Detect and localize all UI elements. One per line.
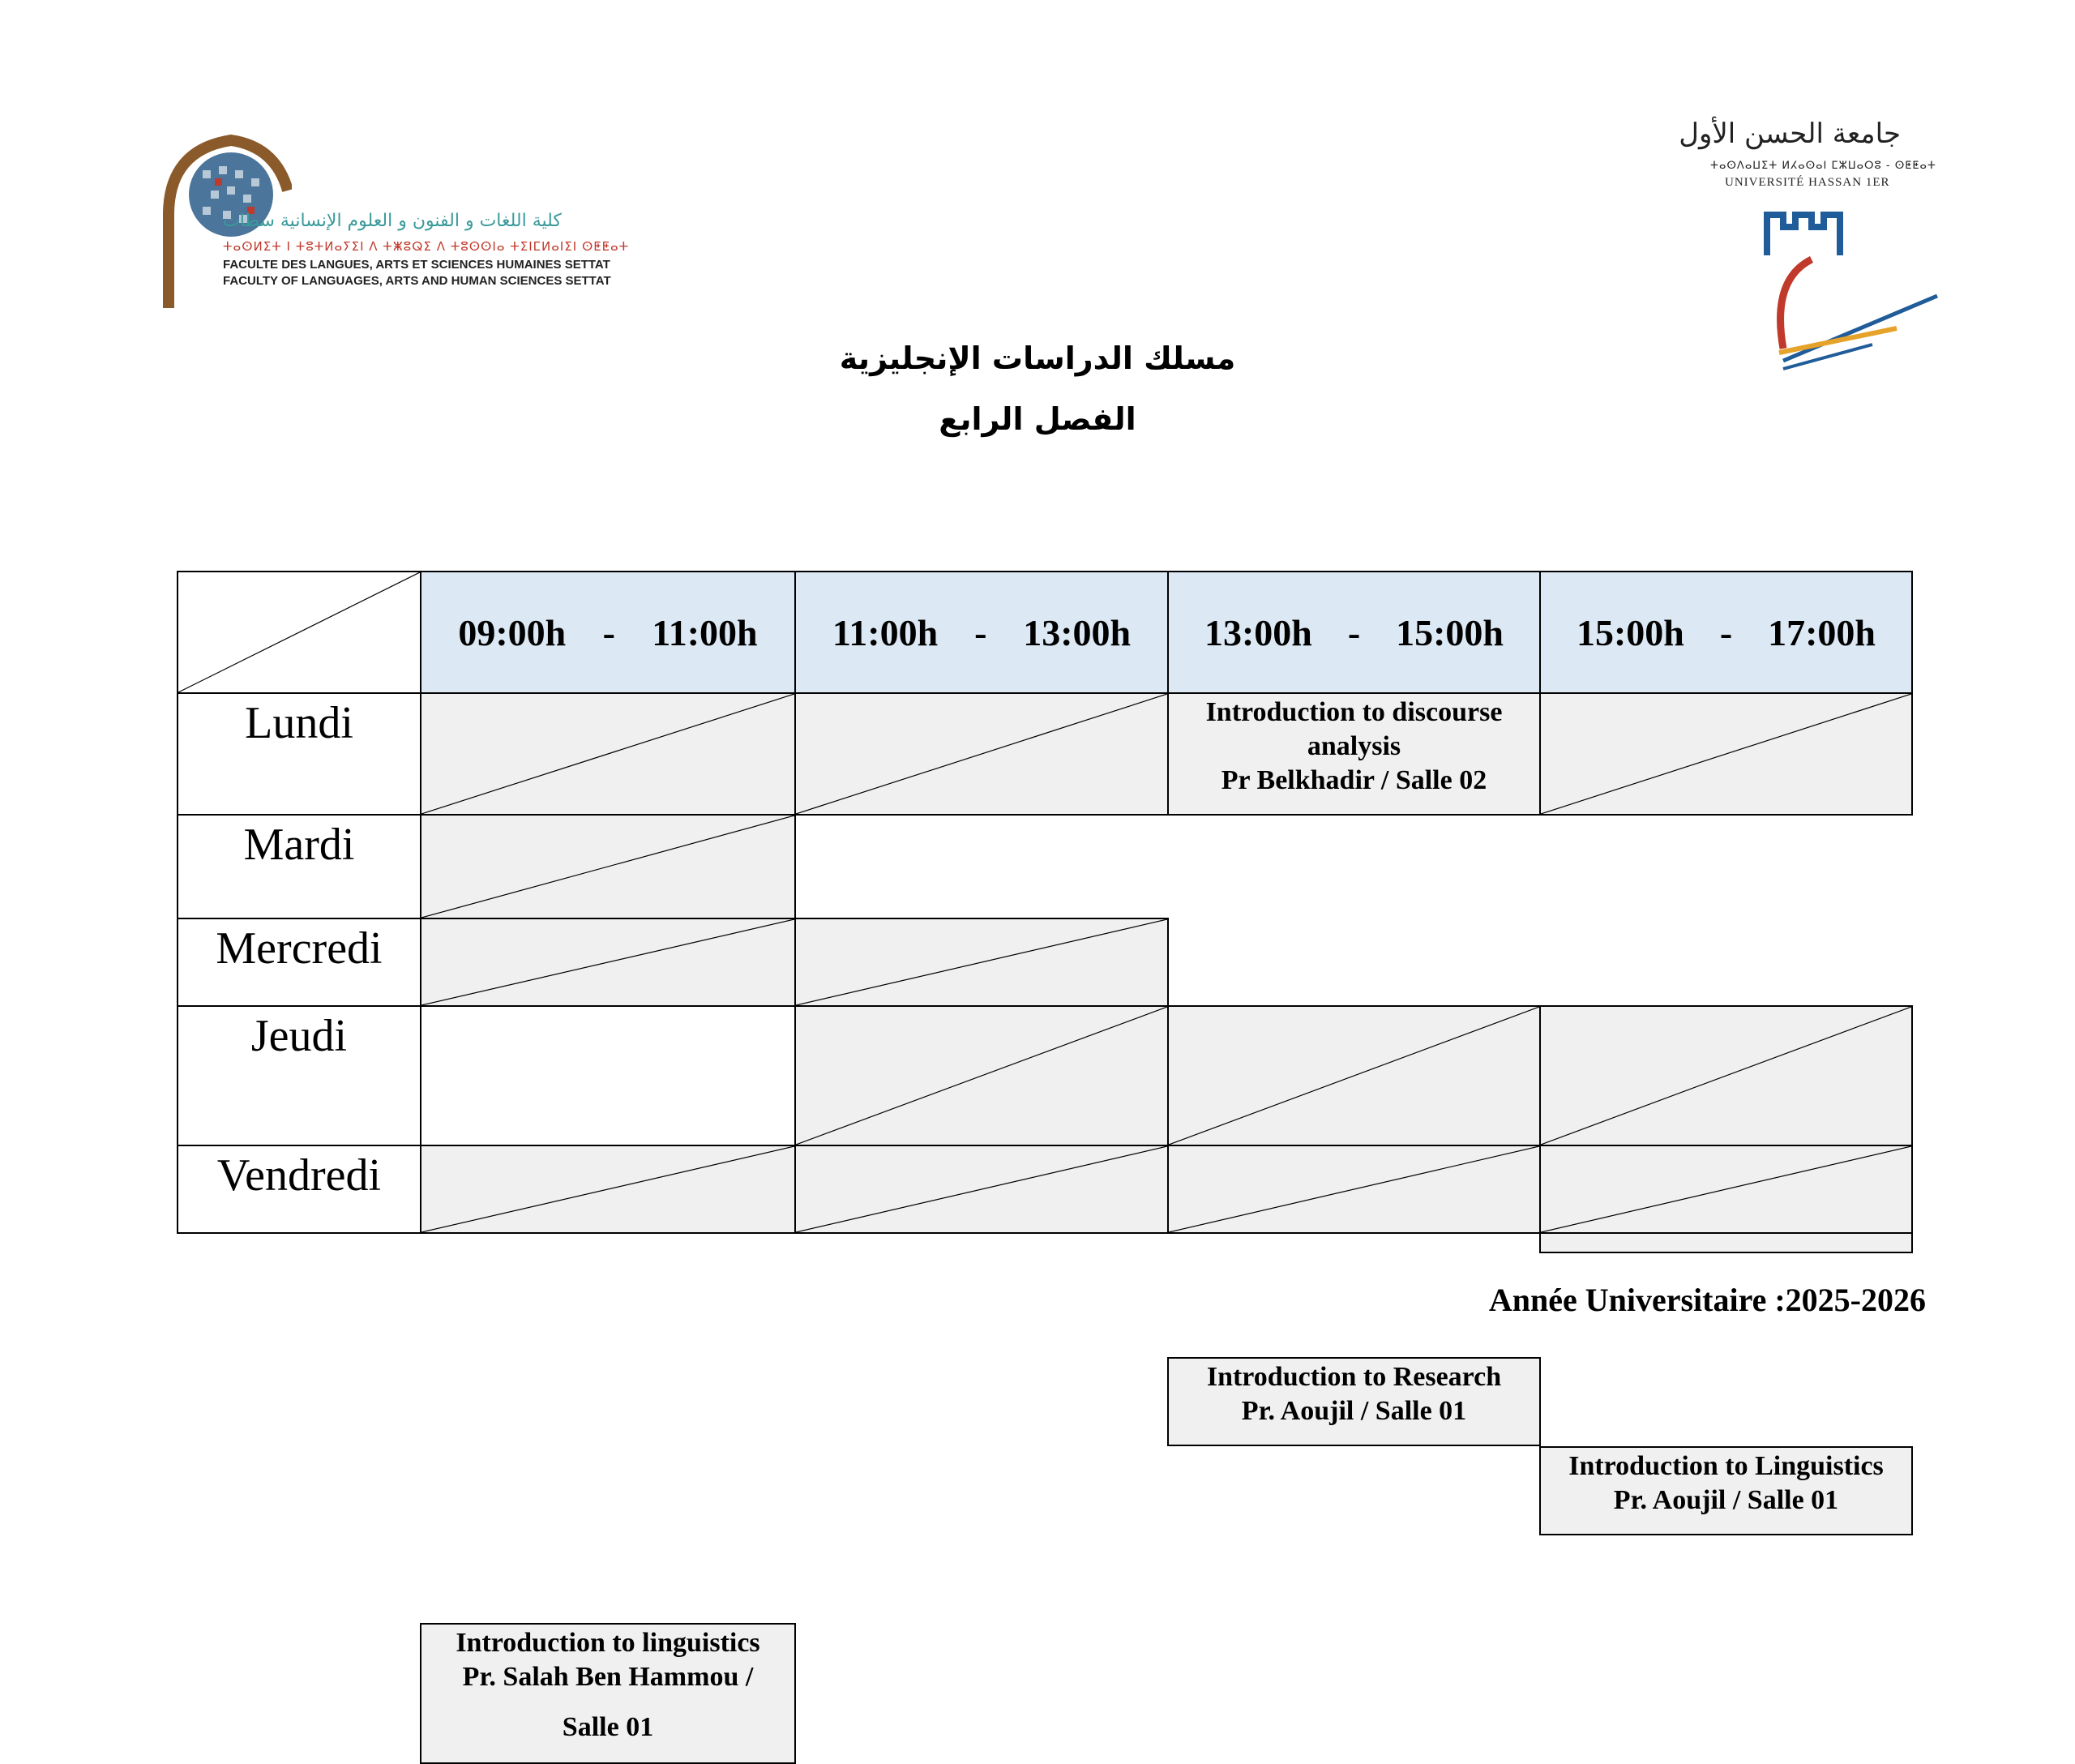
course-title-line: Introduction to linguistics xyxy=(456,1628,760,1658)
diagonal-line-icon xyxy=(421,694,794,814)
course-teacher-room: Pr. Aoujil / Salle 01 xyxy=(1613,1485,1839,1515)
slot-separator: - xyxy=(1347,611,1361,653)
faculty-logo xyxy=(154,126,630,320)
slot-start: 11:00h xyxy=(832,611,939,653)
diagonal-line-icon xyxy=(421,1146,794,1232)
course-title-line: Introduction to discourse xyxy=(1205,697,1503,727)
diagonal-line-icon xyxy=(1541,694,1911,814)
slot-end: 11:00h xyxy=(652,611,758,653)
diagonal-line-icon xyxy=(421,919,794,1005)
course-slot xyxy=(1167,1357,1541,1446)
academic-year: Année Universitaire :2025-2026 xyxy=(1488,1282,1926,1318)
diagonal-line-icon xyxy=(796,1007,1167,1145)
diagonal-line-icon xyxy=(1541,1007,1911,1145)
day-jeudi: Jeudi xyxy=(177,1005,421,1146)
empty-slot xyxy=(1167,1145,1541,1234)
diagonal-line-icon xyxy=(796,919,1167,1005)
course-teacher-room: Pr. Salah Ben Hammou / xyxy=(462,1662,754,1692)
university-name-arabic: جامعة الحسن الأول xyxy=(1679,118,1901,150)
empty-slot xyxy=(420,692,796,816)
course-slot xyxy=(420,1623,796,1764)
faculty-name-french: FACULTE DES LANGUES, ARTS ET SCIENCES HUMAINES SETTAT xyxy=(223,258,610,272)
corner-cell xyxy=(177,571,421,694)
empty-slot xyxy=(794,918,1169,1007)
university-name-french: UNIVERSITÉ HASSAN 1ER xyxy=(1725,176,1890,189)
empty-slot xyxy=(1167,1005,1541,1146)
diagonal-line-icon xyxy=(1541,1146,1911,1232)
diagonal-line-icon xyxy=(796,694,1167,814)
slot-start: 09:00h xyxy=(458,611,567,653)
empty-slot xyxy=(420,1145,796,1234)
slot-end: 13:00h xyxy=(1023,611,1132,653)
faculty-name-arabic: كلية اللغات و الفنون و العلوم الإنسانية سطات xyxy=(223,211,562,231)
slot-header-1 xyxy=(420,571,796,694)
empty-slot xyxy=(420,814,796,919)
slot-end: 17:00h xyxy=(1768,611,1876,653)
diagonal-line-icon xyxy=(421,816,794,918)
empty-slot xyxy=(1539,1145,1913,1234)
slot-header-4 xyxy=(1539,571,1913,694)
faculty-name-tifinagh: ⵜⴰⵙⵍⵉⵜ ⵏ ⵜⵓⵜⵍⴰⵢⵉⵏ ⴷ ⵜⵥⵓⵕⵉ ⴷ ⵜⵓⵙⵙⵏⴰ ⵜⵉⵏⵎⵍⴰⵏⵉⵏ ⵙⵟⵟⴰⵜ xyxy=(223,239,630,254)
slot-start: 13:00h xyxy=(1204,611,1312,653)
slot-end: 15:00h xyxy=(1396,611,1504,653)
diagonal-line-icon xyxy=(1169,1146,1539,1232)
empty-slot xyxy=(794,1145,1169,1234)
course-teacher-room: Pr Belkhadir / Salle 02 xyxy=(1221,765,1487,795)
empty-slot xyxy=(794,692,1169,816)
slot-start: 15:00h xyxy=(1576,611,1684,653)
program-title: مسلك الدراسات الإنجليزية xyxy=(839,340,1236,376)
course-teacher-room: Pr. Aoujil / Salle 01 xyxy=(1241,1396,1467,1426)
faculty-name-english: FACULTY OF LANGUAGES, ARTS AND HUMAN SCIENCES SETTAT xyxy=(223,274,611,288)
slot-separator: - xyxy=(602,611,615,653)
course-slot xyxy=(1167,692,1541,816)
empty-slot xyxy=(1539,1005,1913,1146)
semester-title: الفصل الرابع xyxy=(939,401,1136,437)
day-vendredi: Vendredi xyxy=(177,1145,421,1234)
slot-header-3 xyxy=(1167,571,1541,694)
diagonal-line-icon xyxy=(178,572,420,692)
day-mardi: Mardi xyxy=(177,814,421,919)
slot-header-2 xyxy=(794,571,1169,694)
diagonal-line-icon xyxy=(1169,1007,1539,1145)
empty-slot xyxy=(1539,692,1913,816)
course-title-line: analysis xyxy=(1307,731,1401,761)
slot-separator: - xyxy=(974,611,987,653)
course-title-line: Introduction to Research xyxy=(1206,1362,1502,1392)
course-slot xyxy=(1539,1446,1913,1535)
university-name-tifinagh: ⵜⴰⵙⴷⴰⵡⵉⵜ ⵍⵃⴰⵙⴰⵏ ⵎⵣⵡⴰⵔⵓ - ⵙⵟⵟⴰⵜ xyxy=(1710,160,1936,172)
day-lundi: Lundi xyxy=(177,692,421,816)
course-title-line: Introduction to Linguistics xyxy=(1568,1451,1884,1481)
diagonal-line-icon xyxy=(796,1146,1167,1232)
empty-slot xyxy=(420,918,796,1007)
empty-slot xyxy=(794,1005,1169,1146)
course-room: Salle 01 xyxy=(562,1712,654,1742)
slot-separator: - xyxy=(1719,611,1733,653)
day-mercredi: Mercredi xyxy=(177,918,421,1007)
